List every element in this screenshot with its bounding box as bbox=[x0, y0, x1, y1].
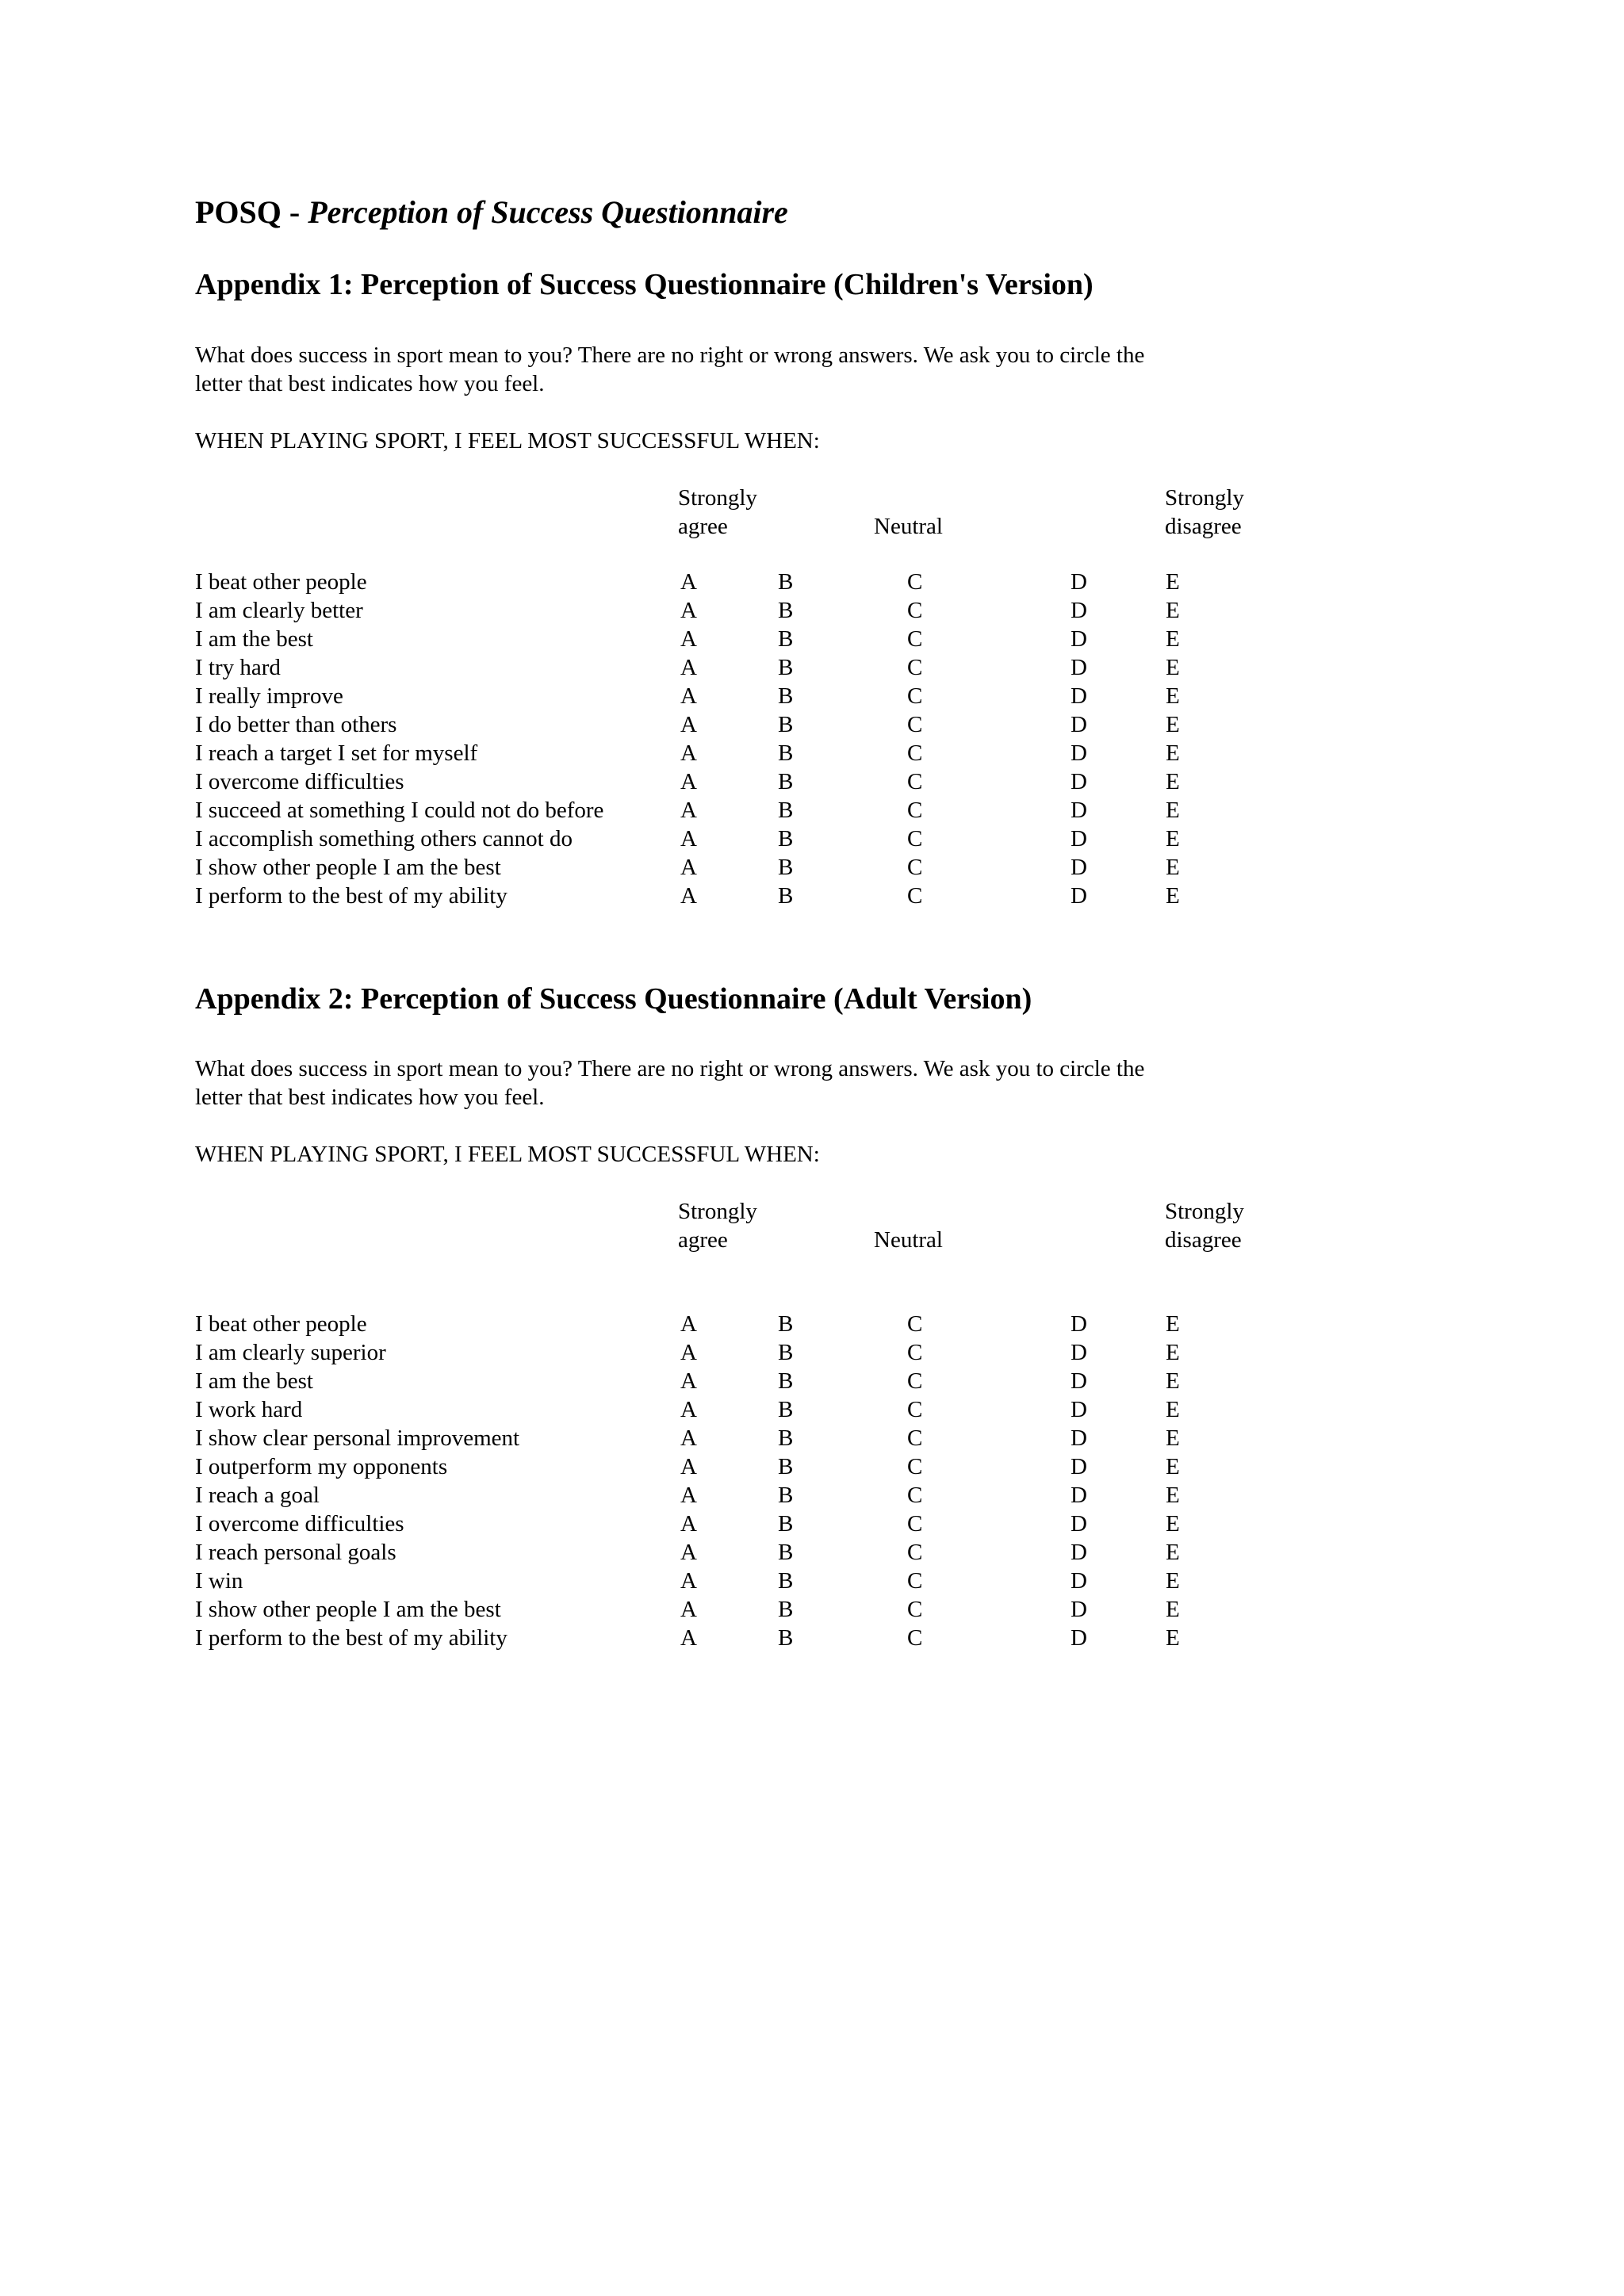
question-item-label: I reach a goal bbox=[195, 1483, 320, 1508]
response-option-b[interactable]: B bbox=[778, 1368, 794, 1394]
question-item-label: I really improve bbox=[195, 683, 343, 709]
response-option-c[interactable]: C bbox=[907, 740, 923, 766]
question-item-label: I overcome difficulties bbox=[195, 1511, 404, 1536]
appendix2-intro-line1: What does success in sport mean to you? There are no right or wrong answers. We ask you to circle the bbox=[195, 1056, 1145, 1081]
response-option-d[interactable]: D bbox=[1071, 655, 1087, 680]
response-option-e[interactable]: E bbox=[1166, 683, 1180, 709]
appendix1-scale-left-bottom: agree bbox=[678, 514, 728, 539]
response-option-e[interactable]: E bbox=[1166, 1483, 1180, 1508]
response-option-d[interactable]: D bbox=[1071, 1397, 1087, 1422]
response-option-c[interactable]: C bbox=[907, 1511, 923, 1536]
question-item-label: I accomplish something others cannot do bbox=[195, 826, 573, 851]
response-option-b[interactable]: B bbox=[778, 655, 794, 680]
response-option-a[interactable]: A bbox=[680, 655, 697, 680]
response-option-d[interactable]: D bbox=[1071, 1625, 1087, 1651]
response-option-a[interactable]: A bbox=[680, 598, 697, 623]
question-item-label: I outperform my opponents bbox=[195, 1454, 448, 1479]
response-option-a[interactable]: A bbox=[680, 712, 697, 737]
response-option-b[interactable]: B bbox=[778, 769, 794, 794]
response-option-c[interactable]: C bbox=[907, 826, 923, 851]
question-item-label: I show clear personal improvement bbox=[195, 1425, 520, 1451]
response-option-c[interactable]: C bbox=[907, 855, 923, 880]
appendix1-scale-left-top: Strongly bbox=[678, 485, 757, 511]
response-option-b[interactable]: B bbox=[778, 626, 794, 652]
response-option-b[interactable]: B bbox=[778, 1540, 794, 1565]
response-option-a[interactable]: A bbox=[680, 1511, 697, 1536]
question-item-label: I am the best bbox=[195, 626, 313, 652]
response-option-d[interactable]: D bbox=[1071, 1597, 1087, 1622]
response-option-b[interactable]: B bbox=[778, 1568, 794, 1594]
response-option-a[interactable]: A bbox=[680, 1568, 697, 1594]
response-option-d[interactable]: D bbox=[1071, 569, 1087, 595]
response-option-c[interactable]: C bbox=[907, 798, 923, 823]
response-option-d[interactable]: D bbox=[1071, 1425, 1087, 1451]
question-item-label: I do better than others bbox=[195, 712, 397, 737]
response-option-b[interactable]: B bbox=[778, 798, 794, 823]
appendix1-heading: Appendix 1: Perception of Success Questionnaire (Children's Version) bbox=[195, 268, 1094, 301]
response-option-b[interactable]: B bbox=[778, 1597, 794, 1622]
response-option-c[interactable]: C bbox=[907, 683, 923, 709]
response-option-b[interactable]: B bbox=[778, 740, 794, 766]
response-option-d[interactable]: D bbox=[1071, 769, 1087, 794]
response-option-c[interactable]: C bbox=[907, 1340, 923, 1365]
response-option-e[interactable]: E bbox=[1166, 826, 1180, 851]
response-option-a[interactable]: A bbox=[680, 826, 697, 851]
appendix1-scale-middle: Neutral bbox=[874, 514, 943, 539]
response-option-a[interactable]: A bbox=[680, 569, 697, 595]
response-option-d[interactable]: D bbox=[1071, 1340, 1087, 1365]
response-option-e[interactable]: E bbox=[1166, 1425, 1180, 1451]
response-option-e[interactable]: E bbox=[1166, 655, 1180, 680]
question-item-label: I work hard bbox=[195, 1397, 303, 1422]
response-option-d[interactable]: D bbox=[1071, 598, 1087, 623]
question-item-label: I win bbox=[195, 1568, 243, 1594]
response-option-a[interactable]: A bbox=[680, 1368, 697, 1394]
response-option-d[interactable]: D bbox=[1071, 1454, 1087, 1479]
response-option-b[interactable]: B bbox=[778, 598, 794, 623]
response-option-c[interactable]: C bbox=[907, 1540, 923, 1565]
response-option-e[interactable]: E bbox=[1166, 798, 1180, 823]
response-option-b[interactable]: B bbox=[778, 1340, 794, 1365]
response-option-d[interactable]: D bbox=[1071, 1540, 1087, 1565]
response-option-d[interactable]: D bbox=[1071, 1483, 1087, 1508]
response-option-a[interactable]: A bbox=[680, 1540, 697, 1565]
response-option-a[interactable]: A bbox=[680, 1311, 697, 1337]
appendix2-heading: Appendix 2: Perception of Success Questionnaire (Adult Version) bbox=[195, 982, 1032, 1016]
response-option-a[interactable]: A bbox=[680, 1597, 697, 1622]
appendix2-scale-left-top: Strongly bbox=[678, 1199, 757, 1224]
response-option-e[interactable]: E bbox=[1166, 1568, 1180, 1594]
response-option-a[interactable]: A bbox=[680, 740, 697, 766]
response-option-c[interactable]: C bbox=[907, 1454, 923, 1479]
question-item-label: I reach a target I set for myself bbox=[195, 740, 478, 766]
response-option-b[interactable]: B bbox=[778, 1397, 794, 1422]
response-option-e[interactable]: E bbox=[1166, 1454, 1180, 1479]
question-item-label: I perform to the best of my ability bbox=[195, 883, 508, 909]
response-option-e[interactable]: E bbox=[1166, 598, 1180, 623]
response-option-a[interactable]: A bbox=[680, 1483, 697, 1508]
response-option-d[interactable]: D bbox=[1071, 712, 1087, 737]
response-option-e[interactable]: E bbox=[1166, 1340, 1180, 1365]
response-option-e[interactable]: E bbox=[1166, 1368, 1180, 1394]
response-option-c[interactable]: C bbox=[907, 1568, 923, 1594]
appendix1-scale-right-top: Strongly bbox=[1165, 485, 1244, 511]
response-option-e[interactable]: E bbox=[1166, 1511, 1180, 1536]
response-option-b[interactable]: B bbox=[778, 569, 794, 595]
response-option-c[interactable]: C bbox=[907, 569, 923, 595]
document-title bbox=[195, 193, 788, 231]
question-item-label: I try hard bbox=[195, 655, 281, 680]
response-option-b[interactable]: B bbox=[778, 1425, 794, 1451]
question-item-label: I am clearly better bbox=[195, 598, 363, 623]
response-option-e[interactable]: E bbox=[1166, 883, 1180, 909]
appendix1-intro-line2: letter that best indicates how you feel. bbox=[195, 371, 545, 396]
response-option-e[interactable]: E bbox=[1166, 712, 1180, 737]
question-item-label: I beat other people bbox=[195, 1311, 367, 1337]
question-item-label: I am the best bbox=[195, 1368, 313, 1394]
response-option-b[interactable]: B bbox=[778, 1511, 794, 1536]
response-option-d[interactable]: D bbox=[1071, 883, 1087, 909]
response-option-b[interactable]: B bbox=[778, 712, 794, 737]
response-option-d[interactable]: D bbox=[1071, 855, 1087, 880]
response-option-c[interactable]: C bbox=[907, 712, 923, 737]
response-option-e[interactable]: E bbox=[1166, 855, 1180, 880]
appendix1-intro-line1: What does success in sport mean to you? There are no right or wrong answers. We ask you to circle the bbox=[195, 342, 1145, 368]
response-option-a[interactable]: A bbox=[680, 1625, 697, 1651]
response-option-d[interactable]: D bbox=[1071, 740, 1087, 766]
appendix2-intro-line2: letter that best indicates how you feel. bbox=[195, 1085, 545, 1110]
response-option-e[interactable]: E bbox=[1166, 569, 1180, 595]
response-option-e[interactable]: E bbox=[1166, 1311, 1180, 1337]
response-option-e[interactable]: E bbox=[1166, 626, 1180, 652]
appendix2-scale-right-bottom: disagree bbox=[1165, 1227, 1242, 1253]
response-option-c[interactable]: C bbox=[907, 1397, 923, 1422]
appendix1-scale-right-bottom: disagree bbox=[1165, 514, 1242, 539]
response-option-c[interactable]: C bbox=[907, 1625, 923, 1651]
response-option-d[interactable]: D bbox=[1071, 1311, 1087, 1337]
appendix2-scale-left-bottom: agree bbox=[678, 1227, 728, 1253]
response-option-e[interactable]: E bbox=[1166, 769, 1180, 794]
title-italic: Perception of Success Questionnaire bbox=[308, 194, 788, 230]
appendix2-scale-middle: Neutral bbox=[874, 1227, 943, 1253]
response-option-b[interactable]: B bbox=[778, 1483, 794, 1508]
response-option-c[interactable]: C bbox=[907, 655, 923, 680]
response-option-e[interactable]: E bbox=[1166, 1625, 1180, 1651]
response-option-a[interactable]: A bbox=[680, 1454, 697, 1479]
question-item-label: I perform to the best of my ability bbox=[195, 1625, 508, 1651]
response-option-e[interactable]: E bbox=[1166, 1397, 1180, 1422]
question-item-label: I am clearly superior bbox=[195, 1340, 386, 1365]
response-option-d[interactable]: D bbox=[1071, 826, 1087, 851]
question-item-label: I overcome difficulties bbox=[195, 769, 404, 794]
response-option-c[interactable]: C bbox=[907, 769, 923, 794]
response-option-b[interactable]: B bbox=[778, 1311, 794, 1337]
response-option-d[interactable]: D bbox=[1071, 1511, 1087, 1536]
response-option-a[interactable]: A bbox=[680, 855, 697, 880]
response-option-c[interactable]: C bbox=[907, 883, 923, 909]
response-option-a[interactable]: A bbox=[680, 769, 697, 794]
appendix2-scale-right-top: Strongly bbox=[1165, 1199, 1244, 1224]
response-option-b[interactable]: B bbox=[778, 683, 794, 709]
response-option-e[interactable]: E bbox=[1166, 1540, 1180, 1565]
appendix1-prompt: WHEN PLAYING SPORT, I FEEL MOST SUCCESSFUL WHEN: bbox=[195, 428, 820, 453]
response-option-a[interactable]: A bbox=[680, 798, 697, 823]
response-option-e[interactable]: E bbox=[1166, 1597, 1180, 1622]
question-item-label: I show other people I am the best bbox=[195, 1597, 501, 1622]
response-option-d[interactable]: D bbox=[1071, 1568, 1087, 1594]
response-option-c[interactable]: C bbox=[907, 1425, 923, 1451]
response-option-d[interactable]: D bbox=[1071, 798, 1087, 823]
response-option-c[interactable]: C bbox=[907, 1597, 923, 1622]
response-option-a[interactable]: A bbox=[680, 683, 697, 709]
response-option-c[interactable]: C bbox=[907, 1483, 923, 1508]
question-item-label: I succeed at something I could not do before bbox=[195, 798, 604, 823]
response-option-d[interactable]: D bbox=[1071, 1368, 1087, 1394]
response-option-c[interactable]: C bbox=[907, 1368, 923, 1394]
response-option-c[interactable]: C bbox=[907, 1311, 923, 1337]
question-item-label: I show other people I am the best bbox=[195, 855, 501, 880]
response-option-b[interactable]: B bbox=[778, 1454, 794, 1479]
response-option-d[interactable]: D bbox=[1071, 626, 1087, 652]
appendix2-prompt: WHEN PLAYING SPORT, I FEEL MOST SUCCESSFUL WHEN: bbox=[195, 1142, 820, 1167]
question-item-label: I reach personal goals bbox=[195, 1540, 396, 1565]
response-option-d[interactable]: D bbox=[1071, 683, 1087, 709]
response-option-b[interactable]: B bbox=[778, 855, 794, 880]
question-item-label: I beat other people bbox=[195, 569, 367, 595]
response-option-b[interactable]: B bbox=[778, 1625, 794, 1651]
response-option-e[interactable]: E bbox=[1166, 740, 1180, 766]
response-option-a[interactable]: A bbox=[680, 626, 697, 652]
response-option-b[interactable]: B bbox=[778, 826, 794, 851]
response-option-a[interactable]: A bbox=[680, 1397, 697, 1422]
title-prefix: POSQ - bbox=[195, 194, 308, 230]
response-option-b[interactable]: B bbox=[778, 883, 794, 909]
response-option-c[interactable]: C bbox=[907, 626, 923, 652]
response-option-a[interactable]: A bbox=[680, 883, 697, 909]
response-option-a[interactable]: A bbox=[680, 1340, 697, 1365]
response-option-a[interactable]: A bbox=[680, 1425, 697, 1451]
response-option-c[interactable]: C bbox=[907, 598, 923, 623]
